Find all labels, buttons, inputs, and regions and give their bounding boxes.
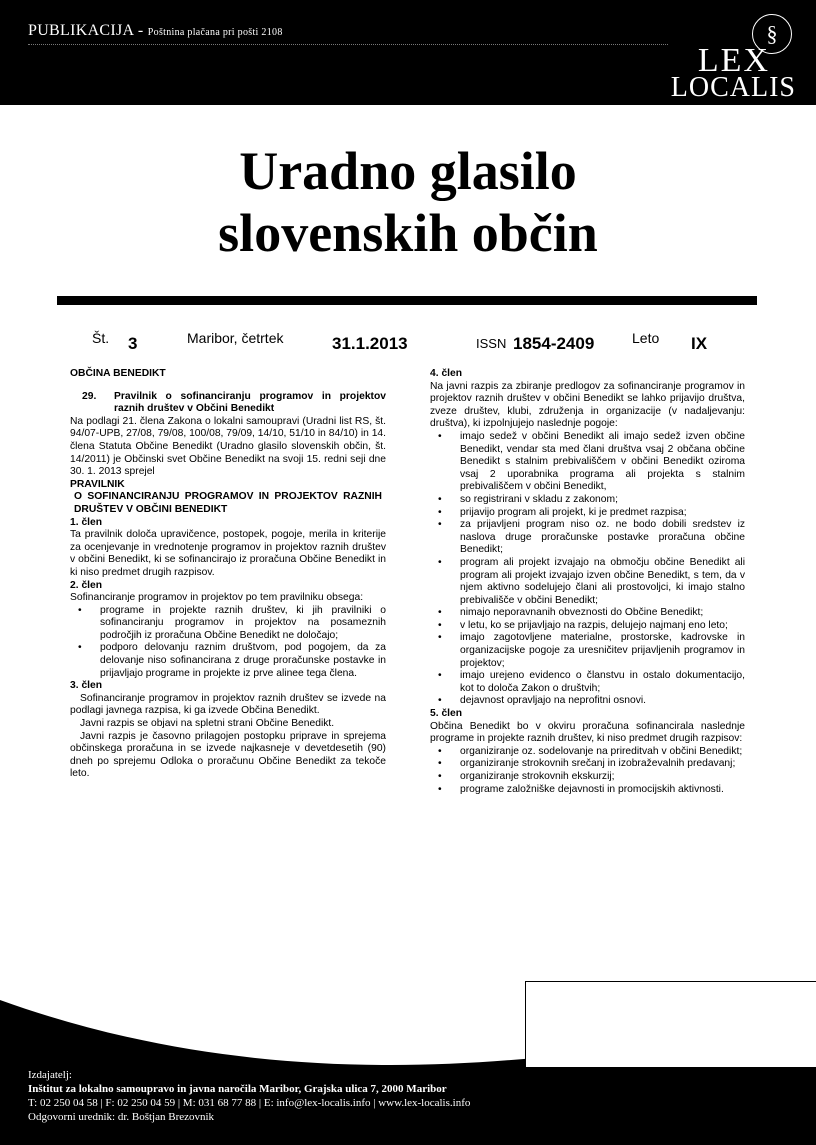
issue-place-day: Maribor, četrtek <box>187 330 284 346</box>
list-item: • v letu, ko se prijavljajo na razpis, delujejo najmanj eno leto; <box>460 620 745 633</box>
article-3-para1: Sofinanciranje programov in projektov raznih društev se izvede na podlagi javnega razpisa, ki ga izvede Občina Benedikt. <box>70 692 386 717</box>
article-4-intro: Na javni razpis za zbiranje predlogov za sofinanciranje programov in projektov raznih društev v občini Benedikt se lahko prijavijo društva, zveze društev, klubi, združenja in organizacije (v nadaljevanju: društva), ki izpolnjujejo naslednje pogoje: <box>430 380 745 430</box>
editor-in-chief: Odgovorni urednik: dr. Boštjan Brezovnik <box>28 1111 215 1123</box>
publisher-label: Izdajatelj: <box>28 1069 72 1081</box>
article-4-list <box>430 431 745 708</box>
municipality-heading: OBČINA BENEDIKT <box>70 368 166 379</box>
logo-lex: LEX <box>697 42 770 79</box>
year-label: Leto <box>632 330 660 346</box>
blank-box <box>525 981 816 1068</box>
list-item: • organiziranje strokovnih ekskurzij; <box>460 771 745 784</box>
article-4-heading: 4. člen <box>430 368 463 379</box>
publisher-contacts: T: 02 250 04 58 | F: 02 250 04 59 | M: 031 68 77 88 | E: info@lex-localis.info | www.lex-localis.info <box>28 1097 471 1109</box>
article-3-heading: 3. člen <box>70 680 103 692</box>
issn-label: ISSN <box>476 336 507 351</box>
paragraph-icon: § <box>752 14 792 54</box>
list-item: • podporo delovanju raznim društvom, pod pogojem, da za delovanje niso sofinancirana z druge proračunske postavke in prijavljajo programe in projekte iz prve alinee tega člena. <box>100 642 386 680</box>
header-band <box>0 0 816 105</box>
issn-value: 1854-2409 <box>513 334 595 353</box>
logo-localis: LOCALIS <box>670 72 796 103</box>
list-item: • dejavnost opravljajo na neprofitni osnovi. <box>460 695 745 708</box>
preamble: Na podlagi 21. člena Zakona o lokalni samoupravi (Uradni list RS, št. 94/07-UPB, 27/08, 79/08, 100/08, 79/09, 14/10, 51/10 in 84/10) in 14. člena Statuta Občine Benedikt (Uradno glasilo slovenskih občin, št. 14/2011) je Občinski svet Občine Benedikt na svoji 15. redni seji dne 30. 1. 2013 sprejel <box>70 415 387 478</box>
postage-note: Poštnina plačana pri pošti 2108 <box>147 27 283 38</box>
article-2-intro: Sofinanciranje programov in projektov po tem pravilniku obsega: <box>70 592 364 604</box>
list-item: • imajo sedež v občini Benedikt ali imajo sedež izven občine Benedikt, vendar sta med člani društva vsaj 2 občana občine Benedikt s stalnim prebivališčem v občini Benedikt oziroma vsaj 2 uporabnika programa ali projekta s stalnim prebivališčem v občini Benedikt, <box>460 431 745 494</box>
list-item: • za prijavljeni program niso oz. ne bodo dobili sredstev iz naslova druge proračunske postavke proračuna občine Benedikt; <box>460 519 745 557</box>
list-item: • imajo urejeno evidenco o članstvu in ostalo dokumentacijo, kot to določa Zakon o društvih; <box>460 670 745 695</box>
list-item: • imajo zagotovljene materialne, prostorske, kadrovske in organizacijske pogoje za uresničitev prijavljenih programov in projektov; <box>460 632 745 670</box>
footer-publisher <box>28 1068 470 1124</box>
right-column <box>430 368 745 796</box>
doc-title: PRAVILNIK <box>70 478 125 490</box>
issue-date: 31.1.2013 <box>332 334 408 353</box>
article-5-list <box>430 746 745 796</box>
publication-label: PUBLIKACIJA - Poštnina plačana pri pošti 2108 <box>28 22 283 39</box>
item-number: 29. <box>82 390 97 402</box>
masthead-title <box>0 140 816 264</box>
article-5-intro: Občina Benedikt bo v okviru proračuna sofinancirala naslednje programe in projekte raznih društev, ki niso predmet drugih razpisov: <box>430 720 745 745</box>
list-item: • programe založniške dejavnosti in promocijskih aktivnosti. <box>460 784 745 797</box>
article-1-heading: 1. člen <box>70 516 103 528</box>
year-value: IX <box>691 334 708 353</box>
article-2-list <box>70 605 386 681</box>
list-item: • nimajo neporavnanih obveznosti do Občine Benedikt; <box>460 607 745 620</box>
item-heading <box>70 391 386 416</box>
item-title: Pravilnik o sofinanciranju programov in projektov raznih društev v Občini Benedikt <box>114 390 386 415</box>
doc-subtitle: O SOFINANCIRANJU PROGRAMOV IN PROJEKTOV RAZNIH DRUŠTEV V OBČINI BENEDIKT <box>74 491 382 515</box>
list-item: • prijavijo program ali projekt, ki je predmet razpisa; <box>460 507 745 520</box>
list-item: • program ali projekt izvajajo na območju občine Benedikt ali program ali projekt izvajajo izven občine Benedikt, s tem, da v njem aktivno sodelujejo člani ali prostovoljci, ki imajo stalno prebivališče v občini Benedikt; <box>460 557 745 607</box>
left-column <box>70 368 386 781</box>
issue-number: 3 <box>128 334 138 353</box>
masthead-rule <box>57 296 757 305</box>
list-item: • organiziranje strokovnih srečanj in izobraževalnih predavanj; <box>460 758 745 771</box>
article-2-heading: 2. člen <box>70 579 103 591</box>
list-item: • so registrirani v skladu z zakonom; <box>460 494 745 507</box>
article-5-heading: 5. člen <box>430 708 463 720</box>
article-1-text: Ta pravilnik določa upravičence, postopek, pogoje, merila in kriterije za ocenjevanje in vrednotenje programov in projektov raznih društev v občini Benedikt, ki se sofinancirajo iz proračuna Občine Benedikt in ki niso predmet drugih razpisov. <box>70 529 386 578</box>
article-3-para2: Javni razpis se objavi na spletni strani Občine Benedikt. <box>80 718 335 730</box>
article-3-para3: Javni razpis je časovno prilagojen postopku priprave in sprejema občinskega proračuna in se izvede najkasneje v devetdesetih (90) dneh po sprejemu Odloka o proračunu Občine Benedikt za tekoče leto. <box>70 730 386 780</box>
header-divider <box>28 44 668 45</box>
publisher-name: Inštitut za lokalno samoupravo in javna naročila Maribor, Grajska ulica 7, 2000 Maribor <box>28 1083 447 1095</box>
list-item: • programe in projekte raznih društev, ki jih pravilniki o sofinanciranju programov in projektov na posameznih področjih iz proračuna Občine Benedikt ne določajo; <box>100 605 386 643</box>
lex-localis-logo <box>666 14 806 104</box>
masthead-line1: Uradno glasilo <box>239 141 577 201</box>
masthead-line2: slovenskih občin <box>218 203 598 263</box>
issue-number-label: Št. <box>92 330 110 346</box>
list-item: • organiziranje oz. sodelovanje na prireditvah v občini Benedikt; <box>460 746 745 759</box>
